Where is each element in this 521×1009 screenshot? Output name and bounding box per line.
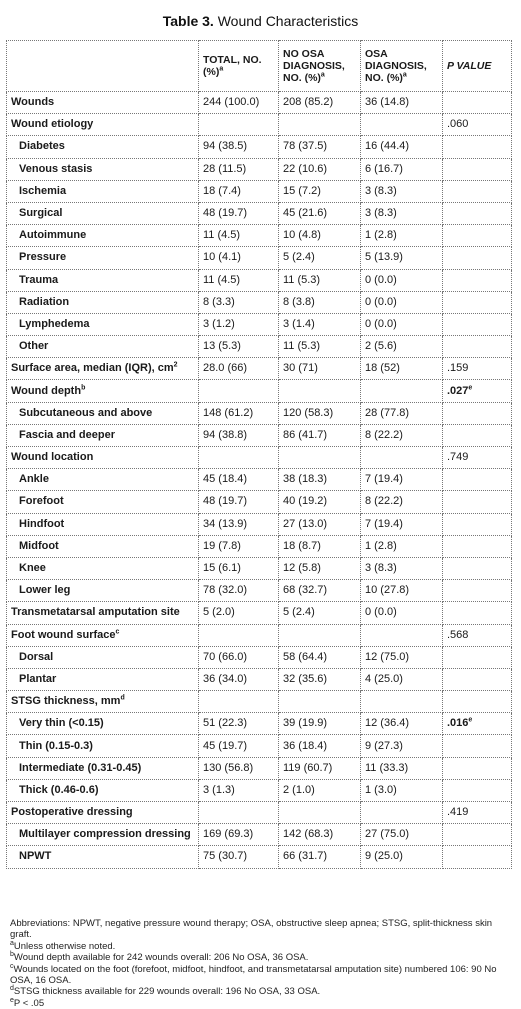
table-row [7, 557, 512, 579]
table-footnotes [10, 918, 510, 1009]
cell-total: 5 (2.0) [199, 602, 279, 624]
table-row [7, 225, 512, 247]
cell-no-osa: 45 (21.6) [279, 202, 361, 224]
cell-no-osa: 86 (41.7) [279, 424, 361, 446]
row-label: STSG thickness, $mm^d$ [7, 691, 199, 713]
footnote: $^a$Unless otherwise noted. [10, 939, 116, 952]
cell-no-osa: 22 (10.6) [279, 158, 361, 180]
cell-total: 130 (56.8) [199, 757, 279, 779]
table-number: Table 3. [162, 13, 214, 29]
row-label: Dorsal [7, 646, 199, 668]
cell-no-osa: 8 (3.8) [279, 291, 361, 313]
cell-total [199, 624, 279, 646]
row-label: Intermediate (0.31-0.45) [7, 757, 199, 779]
cell-total: 48 (19.7) [199, 202, 279, 224]
cell-osa: 5 (13.9) [361, 247, 443, 269]
cell-total: 13 (5.3) [199, 336, 279, 358]
cell-no-osa: 15 (7.2) [279, 180, 361, 202]
cell-osa: 7 (19.4) [361, 513, 443, 535]
row-label: Plantar [7, 668, 199, 690]
table-row [7, 513, 512, 535]
cell-p-value [443, 757, 512, 779]
table-row [7, 180, 512, 202]
cell-p-value [443, 602, 512, 624]
row-label: Hindfoot [7, 513, 199, 535]
cell-osa [361, 447, 443, 469]
cell-p-value [443, 535, 512, 557]
cell-osa [361, 691, 443, 713]
cell-osa: 8 (22.2) [361, 424, 443, 446]
row-label: Other [7, 336, 199, 358]
table-row [7, 447, 512, 469]
cell-no-osa: 38 (18.3) [279, 469, 361, 491]
cell-no-osa: 36 (18.4) [279, 735, 361, 757]
row-label: Lymphedema [7, 313, 199, 335]
cell-no-osa: 66 (31.7) [279, 846, 361, 868]
cell-no-osa: 5 (2.4) [279, 247, 361, 269]
cell-osa: 9 (27.3) [361, 735, 443, 757]
cell-p-value [443, 491, 512, 513]
cell-no-osa [279, 380, 361, 402]
cell-total: 51 (22.3) [199, 713, 279, 735]
cell-p-value [443, 424, 512, 446]
cell-total: 10 (4.1) [199, 247, 279, 269]
cell-no-osa: 11 (5.3) [279, 269, 361, 291]
cell-p-value: .027e [443, 380, 512, 402]
cell-osa: 3 (8.3) [361, 180, 443, 202]
table-row [7, 802, 512, 824]
row-label: Diabetes [7, 136, 199, 158]
wound-characteristics-table [6, 40, 512, 869]
row-label: Multilayer compression dressing [7, 824, 199, 846]
cell-p-value [443, 580, 512, 602]
row-label: Midfoot [7, 535, 199, 557]
cell-total: 28.0 (66) [199, 358, 279, 380]
cell-no-osa: 12 (5.8) [279, 557, 361, 579]
footnote: Abbreviations: NPWT, negative pressure wound therapy; OSA, obstructive sleep apnea; STSG, split-thickness skin graft. [10, 918, 493, 941]
cell-no-osa: 120 (58.3) [279, 402, 361, 424]
row-label: Wound location [7, 447, 199, 469]
row-label: Wound etiology [7, 114, 199, 136]
row-label: Very thin (<0.15) [7, 713, 199, 735]
cell-total: 8 (3.3) [199, 291, 279, 313]
table-row [7, 757, 512, 779]
table-row [7, 269, 512, 291]
table-row [7, 580, 512, 602]
row-label: Wound depth$^b$ [7, 380, 199, 402]
row-label: Wounds [7, 92, 199, 114]
cell-osa: 10 (27.8) [361, 580, 443, 602]
row-label: Trauma [7, 269, 199, 291]
table-row [7, 646, 512, 668]
cell-no-osa: 27 (13.0) [279, 513, 361, 535]
table-row [7, 713, 512, 735]
table-row [7, 336, 512, 358]
row-label: Fascia and deeper [7, 424, 199, 446]
cell-total [199, 114, 279, 136]
header-total: TOTAL, NO. (%)$^a$ [199, 41, 279, 92]
cell-p-value [443, 136, 512, 158]
cell-no-osa [279, 691, 361, 713]
cell-p-value [443, 180, 512, 202]
cell-osa: 12 (75.0) [361, 646, 443, 668]
cell-total: 244 (100.0) [199, 92, 279, 114]
cell-no-osa: 39 (19.9) [279, 713, 361, 735]
cell-total: 28 (11.5) [199, 158, 279, 180]
cell-total [199, 802, 279, 824]
cell-total: 19 (7.8) [199, 535, 279, 557]
cell-osa: 0 (0.0) [361, 291, 443, 313]
row-label: Forefoot [7, 491, 199, 513]
cell-total: 45 (19.7) [199, 735, 279, 757]
table-row [7, 824, 512, 846]
cell-no-osa: 208 (85.2) [279, 92, 361, 114]
table-header-row [7, 41, 512, 92]
row-label: Transmetatarsal amputation site [7, 602, 199, 624]
cell-no-osa [279, 447, 361, 469]
cell-p-value [443, 336, 512, 358]
footnote: $^c$Wounds located on the foot (forefoot, midfoot, hindfoot, and transmetatarsal amputation site) numbered 106: 90 No OSA, 16 OSA. [10, 962, 497, 987]
cell-no-osa: 142 (68.3) [279, 824, 361, 846]
footnote: $^b$Wound depth available for 242 wounds overall: 206 No OSA, 36 OSA. [10, 951, 309, 964]
row-label: Postoperative dressing [7, 802, 199, 824]
cell-p-value [443, 158, 512, 180]
cell-no-osa: 2 (1.0) [279, 779, 361, 801]
cell-p-value [443, 646, 512, 668]
cell-no-osa: 32 (35.6) [279, 668, 361, 690]
table-row [7, 846, 512, 868]
cell-p-value [443, 779, 512, 801]
cell-no-osa: 5 (2.4) [279, 602, 361, 624]
cell-p-value [443, 513, 512, 535]
cell-osa: 6 (16.7) [361, 158, 443, 180]
cell-no-osa: 10 (4.8) [279, 225, 361, 247]
cell-osa: 1 (3.0) [361, 779, 443, 801]
table-row [7, 491, 512, 513]
cell-total: 48 (19.7) [199, 491, 279, 513]
table-row [7, 380, 512, 402]
cell-osa: 0 (0.0) [361, 269, 443, 291]
cell-p-value [443, 291, 512, 313]
row-label: Lower leg [7, 580, 199, 602]
cell-total: 11 (4.5) [199, 269, 279, 291]
row-label: Subcutaneous and above [7, 402, 199, 424]
cell-p-value [443, 225, 512, 247]
cell-osa: 0 (0.0) [361, 313, 443, 335]
cell-p-value [443, 469, 512, 491]
cell-no-osa [279, 802, 361, 824]
cell-total: 148 (61.2) [199, 402, 279, 424]
cell-osa: 16 (44.4) [361, 136, 443, 158]
table-row [7, 92, 512, 114]
cell-total: 11 (4.5) [199, 225, 279, 247]
table-row [7, 202, 512, 224]
cell-p-value: .016e [443, 713, 512, 735]
cell-total: 15 (6.1) [199, 557, 279, 579]
cell-p-value [443, 247, 512, 269]
cell-total: 94 (38.8) [199, 424, 279, 446]
footnote: $^e$P < .05 [10, 996, 45, 1009]
table-row [7, 624, 512, 646]
row-label: Ischemia [7, 180, 199, 202]
cell-p-value: .749 [443, 447, 512, 469]
cell-total: 34 (13.9) [199, 513, 279, 535]
header-p-value: P VALUE [443, 41, 512, 92]
cell-osa: 2 (5.6) [361, 336, 443, 358]
cell-osa: 11 (33.3) [361, 757, 443, 779]
table-row [7, 358, 512, 380]
table-row [7, 158, 512, 180]
cell-p-value: .159 [443, 358, 512, 380]
cell-osa: 0 (0.0) [361, 602, 443, 624]
cell-osa: 18 (52) [361, 358, 443, 380]
cell-osa: 9 (25.0) [361, 846, 443, 868]
cell-osa: 28 (77.8) [361, 402, 443, 424]
cell-no-osa: 68 (32.7) [279, 580, 361, 602]
cell-no-osa: 58 (64.4) [279, 646, 361, 668]
cell-total [199, 380, 279, 402]
cell-total [199, 691, 279, 713]
table-row [7, 424, 512, 446]
cell-total: 169 (69.3) [199, 824, 279, 846]
table-row [7, 313, 512, 335]
cell-total: 3 (1.2) [199, 313, 279, 335]
row-label: Pressure [7, 247, 199, 269]
cell-no-osa: 30 (71) [279, 358, 361, 380]
cell-no-osa: 11 (5.3) [279, 336, 361, 358]
cell-osa: 1 (2.8) [361, 535, 443, 557]
footnote: $^d$STSG thickness available for 229 wounds overall: 196 No OSA, 33 OSA. [10, 985, 321, 998]
cell-p-value [443, 557, 512, 579]
table-row [7, 602, 512, 624]
cell-no-osa: 119 (60.7) [279, 757, 361, 779]
cell-p-value [443, 92, 512, 114]
cell-osa: 4 (25.0) [361, 668, 443, 690]
cell-total [199, 447, 279, 469]
cell-p-value [443, 691, 512, 713]
cell-total: 36 (34.0) [199, 668, 279, 690]
cell-osa [361, 114, 443, 136]
cell-p-value [443, 668, 512, 690]
table-title [0, 13, 521, 29]
cell-p-value: .060 [443, 114, 512, 136]
cell-osa: 8 (22.2) [361, 491, 443, 513]
cell-osa: 36 (14.8) [361, 92, 443, 114]
cell-osa: 27 (75.0) [361, 824, 443, 846]
cell-osa [361, 802, 443, 824]
cell-osa: 3 (8.3) [361, 202, 443, 224]
cell-osa: 7 (19.4) [361, 469, 443, 491]
cell-osa: 3 (8.3) [361, 557, 443, 579]
table-row [7, 469, 512, 491]
row-label: Thick (0.46-0.6) [7, 779, 199, 801]
table-row [7, 735, 512, 757]
row-label: Surface area, median (IQR), $cm^2$ [7, 358, 199, 380]
cell-p-value [443, 824, 512, 846]
cell-osa [361, 380, 443, 402]
table-row [7, 402, 512, 424]
table-row [7, 535, 512, 557]
row-label: Thin (0.15-0.3) [7, 735, 199, 757]
cell-p-value [443, 846, 512, 868]
cell-no-osa: 18 (8.7) [279, 535, 361, 557]
row-label: NPWT [7, 846, 199, 868]
cell-p-value [443, 313, 512, 335]
header-no-osa: NO OSA DIAGNOSIS, NO. (%)$^a$ [279, 41, 361, 92]
cell-p-value [443, 402, 512, 424]
cell-osa [361, 624, 443, 646]
table-row [7, 114, 512, 136]
row-label: Knee [7, 557, 199, 579]
header-osa: OSA DIAGNOSIS, NO. (%)$^a$ [361, 41, 443, 92]
row-label: Surgical [7, 202, 199, 224]
cell-p-value [443, 202, 512, 224]
table-row [7, 247, 512, 269]
cell-total: 75 (30.7) [199, 846, 279, 868]
table-row [7, 779, 512, 801]
header-empty-cell [7, 41, 199, 92]
row-label: Radiation [7, 291, 199, 313]
table-row [7, 291, 512, 313]
cell-total: 78 (32.0) [199, 580, 279, 602]
table-row [7, 691, 512, 713]
cell-no-osa: 40 (19.2) [279, 491, 361, 513]
cell-total: 3 (1.3) [199, 779, 279, 801]
row-label: Autoimmune [7, 225, 199, 247]
table-row [7, 668, 512, 690]
row-label: Foot wound surface$^c$ [7, 624, 199, 646]
row-label: Ankle [7, 469, 199, 491]
cell-osa: 1 (2.8) [361, 225, 443, 247]
row-label: Venous stasis [7, 158, 199, 180]
cell-osa: 12 (36.4) [361, 713, 443, 735]
cell-total: 18 (7.4) [199, 180, 279, 202]
cell-p-value [443, 269, 512, 291]
cell-no-osa: 78 (37.5) [279, 136, 361, 158]
table-title-text: Wound Characteristics [213, 13, 359, 29]
cell-total: 94 (38.5) [199, 136, 279, 158]
cell-total: 70 (66.0) [199, 646, 279, 668]
cell-p-value: .568 [443, 624, 512, 646]
cell-p-value: .419 [443, 802, 512, 824]
cell-p-value [443, 735, 512, 757]
table-row [7, 136, 512, 158]
cell-no-osa [279, 114, 361, 136]
cell-no-osa: 3 (1.4) [279, 313, 361, 335]
cell-no-osa [279, 624, 361, 646]
cell-total: 45 (18.4) [199, 469, 279, 491]
